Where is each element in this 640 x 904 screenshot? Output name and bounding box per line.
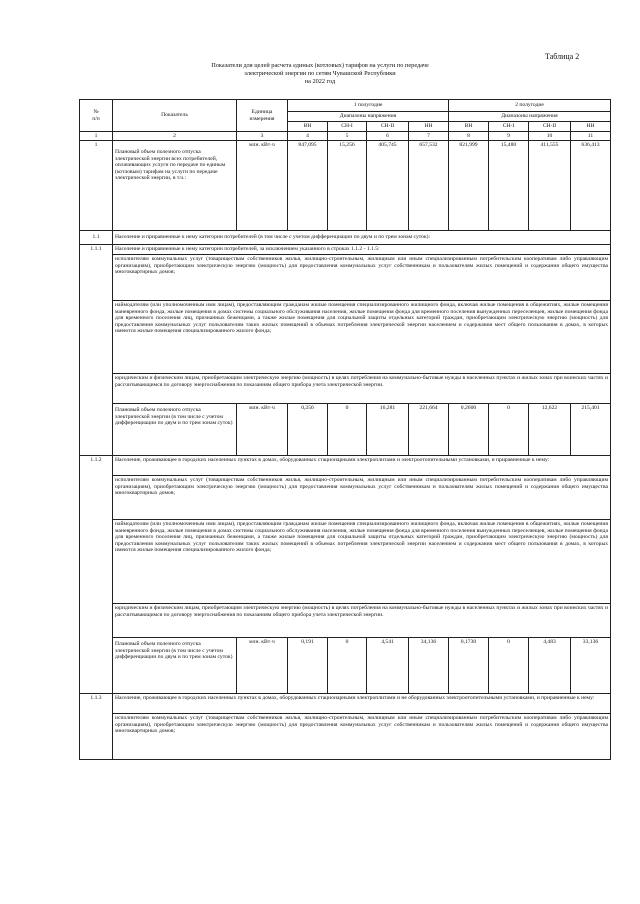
title-line: на 2022 год [304, 78, 336, 86]
value-cell: 33,136 [571, 638, 611, 694]
row-number: 1.1 [80, 231, 113, 245]
colnum-cell: 3 [237, 132, 288, 141]
value-cell: 0,191 [288, 638, 328, 694]
table-caption: Таблица 2 [545, 52, 580, 61]
consumer-paragraph: наймодателям (или уполномоченным ими лицам), предоставляющим гражданам жилые помещения специализированного жилищного фонда, включая жилые помещения в общежитиях, жилые помещения маневренного фонда, жилые помещения в домах системы социального обслуживания населения, жилые помещения фонда для временного поселения вынужденных переселенцев, жилые помещения фонда для временного поселения лиц, признанных беженцами, а также жилые помещения для социальной защиты отдельных категорий граждан, приобретающим электрическую энергию (мощность) для предоставления коммунальных услуг пользователям таких жилых помещений в объемах потребления электрической энергии населением и содержания мест общего пользования в домах, в которых имеются жилые помещения специализированного жилого фонда; [113, 301, 611, 374]
colnum-cell: 1 [80, 132, 113, 141]
row-unit: млн. кВт·ч [237, 638, 288, 694]
consumer-paragraph: исполнителям коммунальных услуг (товариществам собственников жилья, жилищно-строительным, жилищным или иным специализированным потребительским кооперативам либо управляющим организациям), приобретающим электрическую энергию (мощность) для предоставления коммунальных услуг собственникам и пользователям жилых помещений и содержания общего имущества многоквартирных домов; [113, 255, 611, 301]
header-ranges-2: Диапазоны напряжения [449, 112, 611, 122]
row-label: Плановый объем полезного отпуска электрической энергии всех потребителей, оплачивающих услуги по передаче по единым (котловым) тарифам на услуги по передаче электрической энергии, в т.ч.: [113, 141, 237, 231]
section-text: Население, проживающее в городских населенных пунктах в домах, оборудованных стационарными электроплитами и электроотопительными установками, и приравненные к нему: [113, 456, 611, 476]
colnum-cell: 6 [367, 132, 409, 141]
value-cell: 636,413 [571, 141, 611, 231]
section-text: Население, проживающее в городских населенных пунктах в домах, оборудованных стационарными электроплитами и не оборудованных электроотопительными установками, и приравненные к нему: [113, 694, 611, 714]
header-num: № п/п [80, 100, 113, 132]
consumer-paragraph: исполнителям коммунальных услуг (товариществам собственников жилья, жилищно-строительным, жилищным или иным специализированным потребительским кооперативам либо управляющим организациям), приобретающим электрическую энергию (мощность) для предоставления коммунальных услуг собственникам и пользователям жилых помещений и содержания общего имущества многоквартирных домов; [113, 714, 611, 760]
value-cell: 34,136 [409, 638, 449, 694]
value-cell: 16,281 [367, 404, 409, 456]
value-cell: 847,095 [288, 141, 328, 231]
value-cell: 657,532 [409, 141, 449, 231]
colnum-cell: 4 [288, 132, 328, 141]
row-number: 1.1.1 [80, 245, 113, 456]
title-line: Показатели для целей расчета единых (котловых) тарифов на услуги по передаче [211, 62, 429, 69]
value-cell: 405,745 [367, 141, 409, 231]
plan-label: Плановый объем полезного отпуска электрической энергии (в том числе с учетом дифференциации по двум и по трем зонам суток) [113, 638, 237, 694]
header-half-1: 1 полугодие [288, 100, 449, 112]
level-cell: СН-I [489, 122, 529, 132]
value-cell: 411,555 [529, 141, 571, 231]
plan-label: Плановый объем полезного отпуска электрической энергии (в том числе с учетом дифференциации по двум и по трем зонам суток) [113, 404, 237, 456]
value-cell: 12,622 [529, 404, 571, 456]
section-text: Население и приравненные к нему категории потребителей (в том числе с учетом дифференциации по двум и по трем зонам суток): [113, 231, 611, 245]
colnum-cell: 10 [529, 132, 571, 141]
level-cell: ВН [449, 122, 489, 132]
value-cell: 4,483 [529, 638, 571, 694]
level-cell: ВН [288, 122, 328, 132]
colnum-cell: 8 [449, 132, 489, 141]
value-cell: 15,256 [328, 141, 367, 231]
value-cell: 215,401 [571, 404, 611, 456]
consumer-paragraph: наймодателям (или уполномоченным ими лицам), предоставляющим гражданам жилые помещения специализированного жилищного фонда, включая жилые помещения в общежитиях, жилые помещения маневренного фонда, жилые помещения в домах системы социального обслуживания населения, жилые помещения фонда для временного поселения вынужденных переселенцев, жилые помещения фонда для временного поселения лиц, признанных беженцами, а также жилые помещения для социальной защиты отдельных категорий граждан, приобретающим электрическую энергию (мощность) для предоставления коммунальных услуг пользователям таких жилых помещений в объемах потребления электрической энергии населением и содержания мест общего пользования в домах, в которых имеются жилые помещения специализированного жилого фонда; [113, 520, 611, 604]
value-cell: 4,541 [367, 638, 409, 694]
title-line: электрической энергии по сетям Чувашской Республики [244, 70, 396, 78]
section-text: Население и приравненные к нему категории потребителей, за исключением указанного в строках 1.1.2 - 1.1.5: [113, 245, 611, 255]
colnum-cell: 9 [489, 132, 529, 141]
header-unit: Единица измерения [237, 100, 288, 132]
header-indicator: Показатель [113, 100, 237, 132]
consumer-paragraph: юридическим и физическим лицам, приобретающим электрическую энергию (мощность) в целях потребления на коммунально-бытовые нужды в населенных пунктах и жилых зонах при воинских частях и рассчитывающимся по договору энергоснабжения по показаниям общего прибора учета электрической энергии. [113, 374, 611, 404]
level-cell: НН [571, 122, 611, 132]
colnum-cell: 5 [328, 132, 367, 141]
row-unit: млн. кВт·ч [237, 141, 288, 231]
value-cell: 0 [489, 404, 529, 456]
indicators-table [79, 99, 611, 760]
colnum-cell: 7 [409, 132, 449, 141]
value-cell: 0,2600 [449, 404, 489, 456]
value-cell: 0 [328, 638, 367, 694]
level-cell: СН-II [529, 122, 571, 132]
value-cell: 221,664 [409, 404, 449, 456]
row-unit: млн. кВт·ч [237, 404, 288, 456]
value-cell: 15,480 [489, 141, 529, 231]
header-half-2: 2 полугодие [449, 100, 611, 112]
level-cell: СН-II [367, 122, 409, 132]
row-number: 1.1.3 [80, 694, 113, 760]
document-title [150, 62, 490, 87]
value-cell: 0,1730 [449, 638, 489, 694]
row-number: 1.1.2 [80, 456, 113, 694]
row-number: 1 [80, 141, 113, 231]
colnum-cell: 2 [113, 132, 237, 141]
value-cell: 0 [489, 638, 529, 694]
level-cell: СН-I [328, 122, 367, 132]
value-cell: 0 [328, 404, 367, 456]
colnum-cell: 11 [571, 132, 611, 141]
consumer-paragraph: исполнителям коммунальных услуг (товариществам собственников жилья, жилищно-строительным, жилищным или иным специализированным потребительским кооперативам либо управляющим организациям), приобретающим электрическую энергию (мощность) для предоставления коммунальных услуг собственникам и пользователям жилых помещений и содержания общего имущества многоквартирных домов; [113, 476, 611, 520]
header-ranges-1: Диапазоны напряжения [288, 112, 449, 122]
level-cell: НН [409, 122, 449, 132]
value-cell: 0,256 [288, 404, 328, 456]
consumer-paragraph: юридическим и физическим лицам, приобретающим электрическую энергию (мощность) в целях потребления на коммунально-бытовые нужды в населенных пунктах и жилых зонах при воинских частях и рассчитывающимся по договору энергоснабжения по показаниям общего прибора учета электрической энергии. [113, 604, 611, 638]
value-cell: 821,999 [449, 141, 489, 231]
